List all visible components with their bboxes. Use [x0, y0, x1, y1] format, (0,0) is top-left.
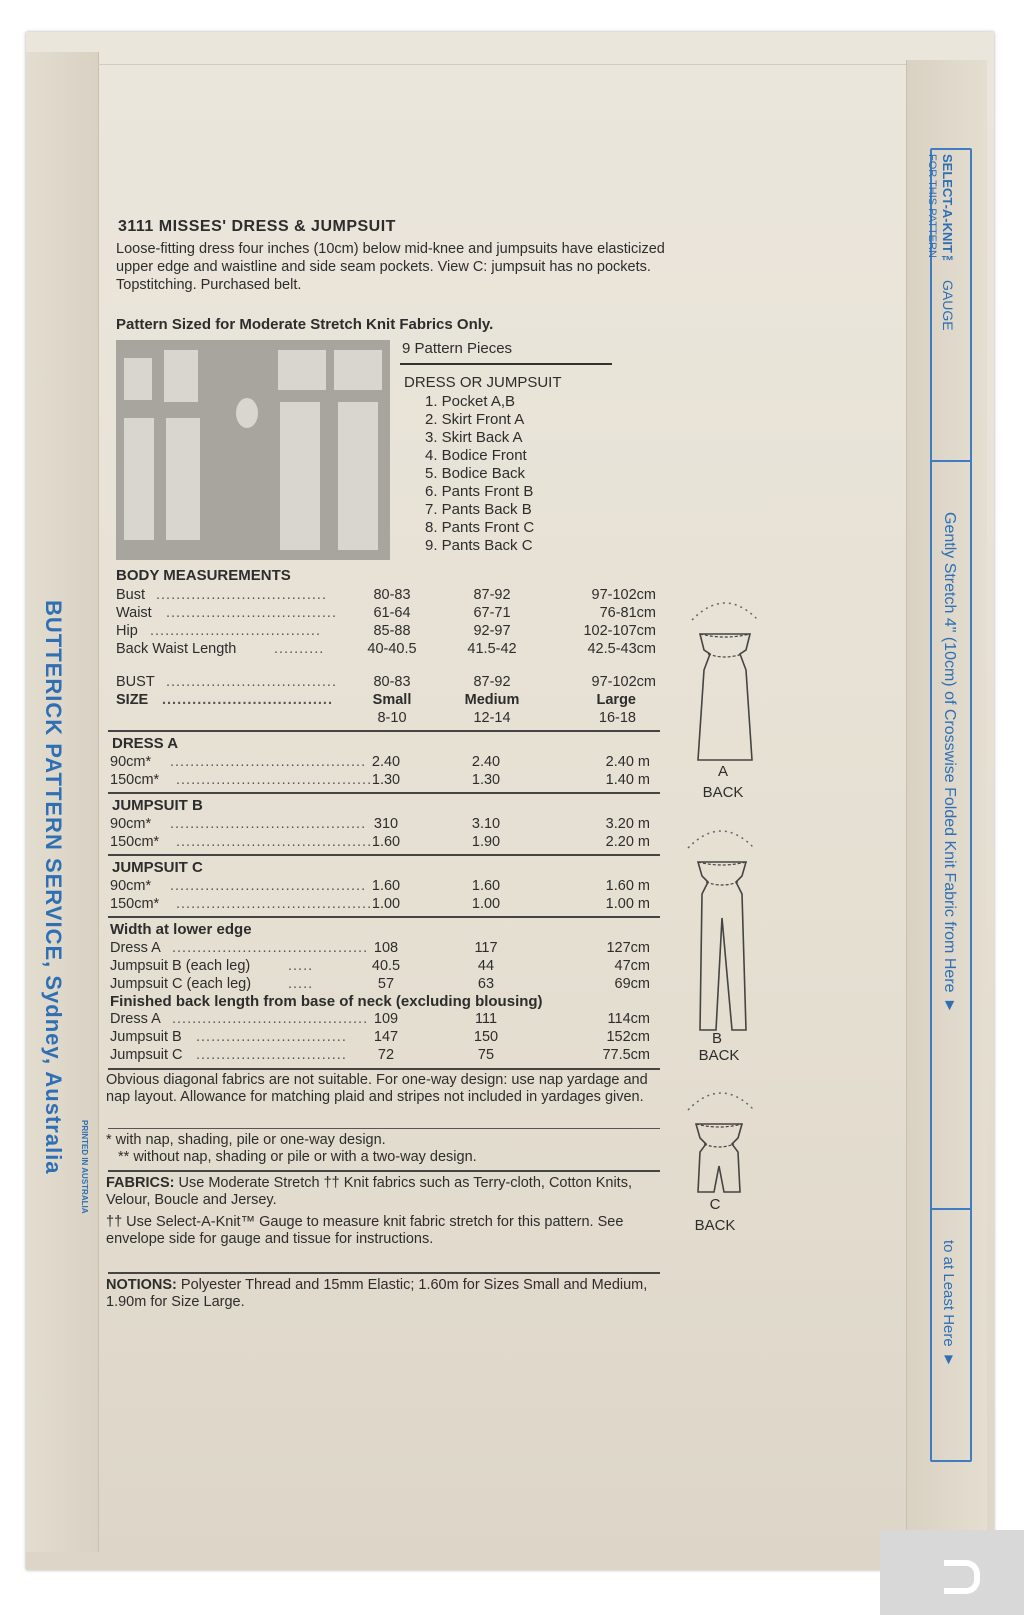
- notions-section: [106, 1277, 662, 1311]
- gauge-brand: SELECT-A-KNIT™: [940, 154, 955, 268]
- piece-item: 5. Bodice Back: [425, 465, 526, 482]
- table-row: Dress A ....................................... 108 117 127cm: [110, 940, 650, 956]
- piece-item: 9. Pants Back C: [425, 537, 533, 554]
- view-c-letter: C: [709, 1196, 721, 1213]
- table-row: Jumpsuit C (each leg) ..... 57 63 69cm: [110, 976, 650, 992]
- fabrics-section: [106, 1175, 662, 1209]
- piece-item: 2. Skirt Front A: [425, 411, 525, 428]
- dress-a-heading: DRESS A: [112, 735, 179, 752]
- notions-text: Polyester Thread and 15mm Elastic; 1.60m for Sizes Small and Medium, 1.90m for Size Large.: [106, 1277, 648, 1310]
- viewer-overlay-corner[interactable]: [880, 1530, 1024, 1615]
- piece-item: 7. Pants Back B: [425, 501, 532, 518]
- view-a-back-figure: [680, 590, 770, 770]
- pieces-count: 9 Pattern Pieces: [402, 340, 513, 357]
- nap-note-1: * with nap, shading, pile or one-way design.: [106, 1132, 386, 1148]
- gauge-note: †† Use Select-A-Knit™ Gauge to measure knit fabric stretch for this pattern. See envelope side for gauge and tissue for instructions.: [106, 1214, 624, 1247]
- body-heading: BODY MEASUREMENTS: [116, 567, 291, 584]
- table-row: Waist .................................. 61-64 67-71 76-81cm: [116, 605, 656, 621]
- piece-item: 1. Pocket A,B: [425, 393, 516, 410]
- view-a-letter: A: [717, 763, 728, 780]
- fabrics-label: FABRICS:: [106, 1175, 175, 1191]
- view-c-label: BACK: [694, 1217, 736, 1234]
- pattern-description: Loose-fitting dress four inches (10cm) below mid-knee and jumpsuits have elasticized upper edge and waistline and side seam pockets. View C: jumpsuit has no pockets. Topstitching. Purchased belt.: [116, 241, 665, 293]
- view-b-letter: B: [711, 1030, 722, 1047]
- table-row: 90cm* ....................................... 310 3.10 3.20 m: [110, 816, 650, 832]
- jumpsuit-b-heading: JUMPSUIT B: [112, 797, 203, 814]
- table-row: Jumpsuit C .............................. 72 75 77.5cm: [110, 1047, 650, 1063]
- diagonal-note: Obvious diagonal fabrics are not suitable. For one-way design: use nap yardage and nap layout. Allowance for matching plaid and stripes not included in yardages given.: [106, 1072, 648, 1105]
- spine-publisher: BUTTERICK PATTERN SERVICE, Sydney, Australia: [41, 600, 66, 1175]
- gauge-word: GAUGE: [940, 280, 956, 331]
- select-a-knit-gauge: [926, 148, 972, 1462]
- view-a-label: BACK: [702, 784, 744, 801]
- sized-note: Pattern Sized for Moderate Stretch Knit Fabrics Only.: [116, 316, 494, 333]
- table-row: Jumpsuit B (each leg) ..... 40.5 44 47cm: [110, 958, 650, 974]
- table-row: Jumpsuit B .............................. 147 150 152cm: [110, 1029, 650, 1045]
- piece-item: 8. Pants Front C: [425, 519, 535, 536]
- length-heading: Finished back length from base of neck (excluding blousing): [110, 993, 543, 1010]
- table-row: 90cm* ....................................... 1.60 1.60 1.60 m: [110, 878, 650, 894]
- gauge-instruction: Gently Stretch 4" (10cm) of Crosswise Folded Knit Fabric from Here ▼: [941, 512, 958, 1014]
- table-row: 150cm* ....................................... 1.60 1.90 2.20 m: [110, 834, 650, 850]
- fabrics-text: Use Moderate Stretch †† Knit fabrics such as Terry-cloth, Cotton Knits, Velour, Boucle and Jersey.: [106, 1175, 632, 1208]
- pieces-heading: DRESS OR JUMPSUIT: [404, 374, 562, 391]
- table-row: Bust .................................. 80-83 87-92 97-102cm: [116, 587, 656, 603]
- jumpsuit-c-heading: JUMPSUIT C: [112, 859, 203, 876]
- piece-item: 6. Pants Front B: [425, 483, 534, 500]
- piece-item: 4. Bodice Front: [425, 447, 527, 464]
- width-heading: Width at lower edge: [110, 921, 252, 938]
- table-row: 90cm* ....................................... 2.40 2.40 2.40 m: [110, 754, 650, 770]
- piece-item: 3. Skirt Back A: [425, 429, 523, 446]
- size-number-row: 8-10 12-14 16-18: [377, 710, 636, 726]
- view-b-label: BACK: [698, 1047, 740, 1064]
- table-row: Dress A ....................................... 109 111 114cm: [110, 1011, 650, 1027]
- spine-label: [40, 600, 89, 1300]
- table-row: Hip .................................. 85-88 92-97 102-107cm: [116, 623, 656, 639]
- pattern-title: 3111 MISSES' DRESS & JUMPSUIT: [118, 218, 396, 235]
- view-c-back-figure: [676, 1080, 766, 1200]
- gauge-end: to at Least Here ▼: [940, 1240, 957, 1368]
- pattern-pieces-diagram: [116, 340, 390, 560]
- spine-printed: PRINTED IN AUSTRALIA: [80, 1120, 89, 1214]
- table-row: Back Waist Length .......... 40-40.5 41.5-42 42.5-43cm: [116, 641, 656, 657]
- top-flap: [98, 34, 906, 65]
- gauge-for: FOR THIS PATTERN: [926, 154, 938, 258]
- nap-note-2: ** without nap, shading or pile or with a two-way design.: [118, 1149, 477, 1165]
- size-bust-row: BUST .................................. 80-83 87-92 97-102cm: [116, 674, 656, 690]
- view-b-back-figure: [676, 818, 766, 1038]
- table-row: 150cm* ....................................... 1.30 1.30 1.40 m: [110, 772, 650, 788]
- return-icon: [944, 1560, 980, 1594]
- pieces-list: [425, 393, 534, 555]
- size-row: SIZE .................................. Small Medium Large: [116, 692, 636, 708]
- notions-label: NOTIONS:: [106, 1277, 177, 1293]
- table-row: 150cm* ....................................... 1.00 1.00 1.00 m: [110, 896, 650, 912]
